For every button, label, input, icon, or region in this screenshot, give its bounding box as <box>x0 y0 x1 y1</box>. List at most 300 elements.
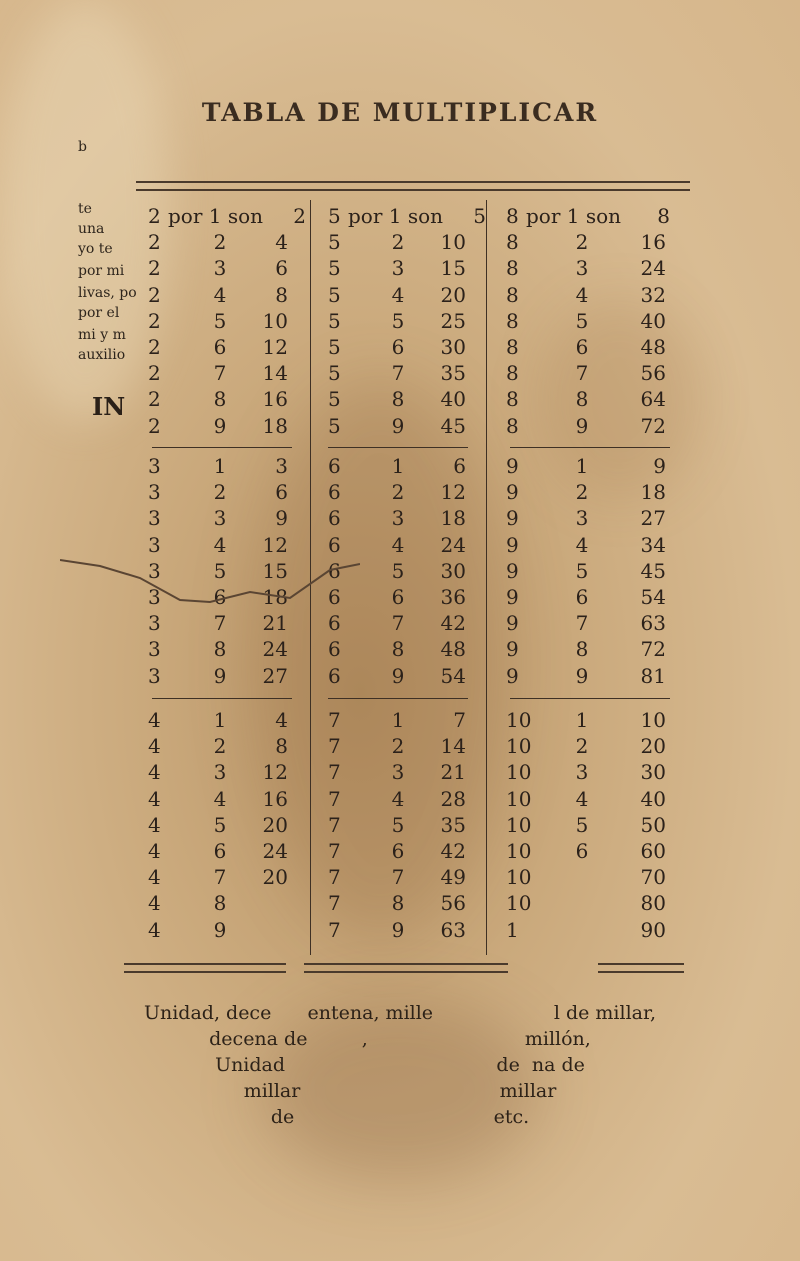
multiplicand-cell: 10 <box>506 734 532 759</box>
table-row <box>328 813 498 837</box>
multiplicand-cell: 9 <box>506 558 519 583</box>
multiplicand-cell: 9 <box>506 663 519 688</box>
multiplicand-cell: 6 <box>328 585 341 609</box>
multiplier-cell: 3 <box>391 256 405 281</box>
multiplicand-cell: 5 <box>328 361 341 386</box>
fragment-line: b <box>78 139 87 155</box>
product-cell: 24 <box>262 839 288 863</box>
product-cell: 12 <box>262 335 288 359</box>
table-row <box>328 664 498 688</box>
multiplicand-cell: 2 <box>148 282 161 307</box>
table-row <box>328 585 498 609</box>
multiplier-cell: 6 <box>575 335 589 359</box>
block-separator <box>152 447 292 448</box>
product-cell: 12 <box>262 760 288 785</box>
multiplier-cell: 8 <box>575 637 589 662</box>
table-row <box>328 480 498 504</box>
multiplicand-cell: 8 <box>506 361 519 386</box>
table-row <box>148 506 318 530</box>
product-cell: 4 <box>275 708 288 732</box>
multiplier-cell: 9 <box>575 663 589 688</box>
multiplier-cell: 4 <box>391 282 405 307</box>
multiplier-cell: 9 <box>213 663 227 688</box>
multiplier-cell: 4 <box>575 786 589 811</box>
bottom-double-rule <box>304 963 508 973</box>
torn-fragment-heading: IN <box>92 392 126 421</box>
product-cell: 60 <box>640 839 666 863</box>
table-row <box>506 708 676 732</box>
multiplier-cell: 8 <box>213 891 227 916</box>
product-cell: 40 <box>440 387 466 412</box>
table-row <box>506 559 676 583</box>
product-cell: 56 <box>640 361 666 386</box>
table-row <box>328 918 498 942</box>
table-row <box>506 664 676 688</box>
multiplier-cell: 5 <box>391 558 405 583</box>
header-phrase: por 1 son <box>526 204 622 228</box>
multiplier-cell: 6 <box>575 585 589 609</box>
product-cell: 6 <box>275 480 288 505</box>
multiplicand-cell: 10 <box>506 760 532 785</box>
multiplier-cell: 1 <box>391 708 405 732</box>
multiplicand-cell: 7 <box>328 917 341 942</box>
multiplicand-cell: 3 <box>148 506 161 531</box>
multiplier-cell: 3 <box>213 760 227 785</box>
product-cell: 30 <box>640 760 666 785</box>
table-row <box>506 387 676 411</box>
product-cell: 28 <box>440 786 466 811</box>
multiplier-cell: 7 <box>213 611 227 636</box>
product-cell: 32 <box>640 282 666 307</box>
multiplicand-cell: 10 <box>506 839 532 863</box>
table-row <box>328 559 498 583</box>
table-row <box>148 760 318 784</box>
multiplicand-cell: 7 <box>328 760 341 785</box>
multiplicand-cell: 9 <box>506 480 519 505</box>
multiplicand-cell: 3 <box>148 611 161 636</box>
multiplier-cell: 4 <box>213 282 227 307</box>
multiplier-cell: 2 <box>213 480 227 505</box>
product-cell: 12 <box>262 532 288 557</box>
table-row <box>506 865 676 889</box>
multiplicand-cell: 8 <box>506 282 519 307</box>
table-row <box>506 283 676 307</box>
multiplicand-cell: 8 <box>506 256 519 281</box>
multiplicand-cell: 3 <box>148 532 161 557</box>
table-row <box>148 283 318 307</box>
multiplicand-cell: 8 <box>506 204 519 228</box>
product-cell: 10 <box>262 308 288 333</box>
table-row <box>506 480 676 504</box>
product-cell: 18 <box>440 506 466 531</box>
multiplier-cell: 9 <box>391 663 405 688</box>
multiplier-cell: 2 <box>575 480 589 505</box>
fragment-line: yo te <box>78 241 113 257</box>
multiplier-cell: 2 <box>575 230 589 255</box>
multiplicand-cell: 6 <box>328 454 341 478</box>
multiplicand-cell: 5 <box>328 308 341 333</box>
multiplier-cell: 3 <box>575 760 589 785</box>
table-row <box>328 637 498 661</box>
product-cell: 50 <box>640 812 666 837</box>
product-cell: 48 <box>640 335 666 359</box>
multiplicand-cell: 7 <box>328 708 341 732</box>
table-row <box>148 454 318 478</box>
product-cell: 6 <box>453 454 466 478</box>
multiplicand-cell: 8 <box>506 387 519 412</box>
multiplier-cell: 5 <box>575 558 589 583</box>
multiplicand-cell: 9 <box>506 532 519 557</box>
table-row <box>148 309 318 333</box>
multiplicand-cell: 7 <box>328 865 341 890</box>
multiplicand-cell: 9 <box>506 454 519 478</box>
multiplier-cell: 3 <box>213 506 227 531</box>
multiplicand-cell: 3 <box>148 637 161 662</box>
multiplier-cell: 4 <box>213 532 227 557</box>
product-cell: 48 <box>440 637 466 662</box>
fragment-line: mi y m <box>78 327 126 343</box>
multiplicand-cell: 9 <box>506 611 519 636</box>
multiplicand-cell: 3 <box>148 480 161 505</box>
table-row <box>328 708 498 732</box>
multiplicand-cell: 1 <box>506 917 519 942</box>
product-cell: 14 <box>440 734 466 759</box>
product-cell: 14 <box>262 361 288 386</box>
header-phrase: por 1 son <box>168 204 264 228</box>
product-cell: 64 <box>640 387 666 412</box>
multiplicand-cell: 10 <box>506 891 532 916</box>
multiplier-cell: 9 <box>213 413 227 438</box>
table-row <box>506 361 676 385</box>
multiplier-cell: 6 <box>575 839 589 863</box>
product-cell: 35 <box>440 361 466 386</box>
multiplier-cell: 2 <box>213 230 227 255</box>
table-row <box>506 813 676 837</box>
product-cell: 15 <box>262 558 288 583</box>
multiplier-cell: 3 <box>391 506 405 531</box>
multiplicand-cell: 4 <box>148 734 161 759</box>
multiplicand-cell: 4 <box>148 865 161 890</box>
table-row <box>148 361 318 385</box>
multiplicand-cell: 3 <box>148 454 161 478</box>
multiplier-cell: 5 <box>213 812 227 837</box>
block-separator <box>510 447 670 448</box>
fragment-line: una <box>78 221 105 237</box>
multiplicand-cell: 6 <box>328 532 341 557</box>
multiplicand-cell: 2 <box>148 361 161 386</box>
multiplier-cell: 9 <box>575 413 589 438</box>
multiplier-cell: 7 <box>575 361 589 386</box>
product-cell: 56 <box>440 891 466 916</box>
footer-line: decena de , millón, <box>209 1028 591 1050</box>
multiplicand-cell: 6 <box>328 558 341 583</box>
product-cell: 16 <box>262 786 288 811</box>
product-cell: 54 <box>440 663 466 688</box>
multiplicand-cell: 2 <box>148 230 161 255</box>
product-cell: 42 <box>440 839 466 863</box>
bottom-double-rule <box>598 963 684 973</box>
table-row <box>148 734 318 758</box>
table-row <box>148 865 318 889</box>
product-cell: 2 <box>293 204 306 228</box>
multiplier-cell: 5 <box>213 558 227 583</box>
table-row <box>328 309 498 333</box>
block-separator <box>510 698 670 699</box>
multiplicand-cell: 10 <box>506 865 532 890</box>
multiplicand-cell: 5 <box>328 204 341 228</box>
multiplier-cell: 2 <box>575 734 589 759</box>
table-row <box>148 787 318 811</box>
product-cell: 20 <box>262 812 288 837</box>
multiplicand-cell: 2 <box>148 204 161 228</box>
multiplicand-cell: 6 <box>328 611 341 636</box>
table-row <box>506 585 676 609</box>
multiplier-cell: 7 <box>391 865 405 890</box>
product-cell: 8 <box>275 734 288 759</box>
multiplier-cell: 3 <box>391 760 405 785</box>
product-cell: 16 <box>262 387 288 412</box>
multiplicand-cell: 2 <box>148 413 161 438</box>
multiplier-cell: 1 <box>213 708 227 732</box>
multiplier-cell: 3 <box>575 256 589 281</box>
table-row <box>328 454 498 478</box>
multiplier-cell: 4 <box>575 282 589 307</box>
multiplicand-cell: 4 <box>148 786 161 811</box>
product-cell: 8 <box>275 282 288 307</box>
table-row <box>506 918 676 942</box>
multiplicand-cell: 10 <box>506 708 532 732</box>
multiplicand-cell: 7 <box>328 734 341 759</box>
table-row <box>328 204 498 228</box>
block-separator <box>328 447 468 448</box>
multiplier-cell: 1 <box>575 454 589 478</box>
multiplier-cell: 5 <box>391 308 405 333</box>
table-row <box>328 891 498 915</box>
multiplicand-cell: 10 <box>506 812 532 837</box>
product-cell: 72 <box>640 637 666 662</box>
multiplicand-cell: 10 <box>506 786 532 811</box>
table-row <box>328 533 498 557</box>
product-cell: 45 <box>440 413 466 438</box>
multiplicand-cell: 8 <box>506 230 519 255</box>
multiplicand-cell: 4 <box>148 839 161 863</box>
table-row <box>148 335 318 359</box>
product-cell: 16 <box>640 230 666 255</box>
fragment-line: por mi <box>78 263 125 279</box>
product-cell: 30 <box>440 335 466 359</box>
product-cell: 24 <box>640 256 666 281</box>
product-cell: 45 <box>640 558 666 583</box>
fragment-line: por el <box>78 305 120 321</box>
footer-line: Unidad de na de <box>215 1054 585 1076</box>
multiplier-cell: 4 <box>213 786 227 811</box>
product-cell: 20 <box>262 865 288 890</box>
multiplicand-cell: 5 <box>328 335 341 359</box>
table-row <box>328 611 498 635</box>
multiplier-cell: 6 <box>213 335 227 359</box>
table-row <box>328 787 498 811</box>
multiplicand-cell: 8 <box>506 413 519 438</box>
multiplicand-cell: 2 <box>148 256 161 281</box>
multiplier-cell: 7 <box>391 361 405 386</box>
product-cell: 20 <box>440 282 466 307</box>
table-row <box>148 708 318 732</box>
product-cell: 12 <box>440 480 466 505</box>
product-cell: 27 <box>640 506 666 531</box>
product-cell: 8 <box>657 204 670 228</box>
product-cell: 30 <box>440 558 466 583</box>
multiplier-cell: 7 <box>575 611 589 636</box>
multiplicand-cell: 7 <box>328 891 341 916</box>
page-title: TABLA DE MULTIPLICAR <box>201 98 599 127</box>
multiplier-cell: 8 <box>391 637 405 662</box>
fragment-line: te <box>78 201 92 217</box>
product-cell: 80 <box>640 891 666 916</box>
product-cell: 34 <box>640 532 666 557</box>
product-cell: 42 <box>440 611 466 636</box>
product-cell: 40 <box>640 308 666 333</box>
table-row <box>148 256 318 280</box>
table-row <box>328 865 498 889</box>
table-row <box>506 230 676 254</box>
table-row <box>148 637 318 661</box>
table-row <box>328 387 498 411</box>
multiplicand-cell: 6 <box>328 637 341 662</box>
multiplier-cell: 6 <box>391 839 405 863</box>
multiplicand-cell: 2 <box>148 387 161 412</box>
table-row <box>506 637 676 661</box>
multiplier-cell: 6 <box>391 585 405 609</box>
table-row <box>148 611 318 635</box>
multiplier-cell: 8 <box>213 637 227 662</box>
multiplicand-cell: 4 <box>148 917 161 942</box>
multiplier-cell: 2 <box>391 734 405 759</box>
table-row <box>328 361 498 385</box>
product-cell: 9 <box>275 506 288 531</box>
bottom-double-rule <box>124 963 286 973</box>
multiplier-cell: 3 <box>575 506 589 531</box>
table-row <box>148 839 318 863</box>
multiplier-cell: 2 <box>213 734 227 759</box>
multiplier-cell: 1 <box>575 708 589 732</box>
multiplicand-cell: 5 <box>328 282 341 307</box>
multiplicand-cell: 9 <box>506 506 519 531</box>
product-cell: 18 <box>640 480 666 505</box>
product-cell: 36 <box>440 585 466 609</box>
multiplicand-cell: 4 <box>148 812 161 837</box>
product-cell: 3 <box>275 454 288 478</box>
table-row <box>506 454 676 478</box>
product-cell: 90 <box>640 917 666 942</box>
multiplicand-cell: 4 <box>148 760 161 785</box>
multiplicand-cell: 6 <box>328 506 341 531</box>
multiplicand-cell: 3 <box>148 585 161 609</box>
table-row <box>506 309 676 333</box>
multiplier-cell: 4 <box>575 532 589 557</box>
product-cell: 63 <box>440 917 466 942</box>
product-cell: 63 <box>640 611 666 636</box>
header-phrase: por 1 son <box>348 204 444 228</box>
multiplicand-cell: 7 <box>328 812 341 837</box>
table-row <box>148 891 318 915</box>
product-cell: 9 <box>653 454 666 478</box>
multiplier-cell: 6 <box>213 585 227 609</box>
product-cell: 35 <box>440 812 466 837</box>
multiplier-cell: 2 <box>391 480 405 505</box>
product-cell: 18 <box>262 413 288 438</box>
table-row <box>506 335 676 359</box>
multiplicand-cell: 8 <box>506 308 519 333</box>
multiplicand-cell: 5 <box>328 230 341 255</box>
table-row <box>148 414 318 438</box>
multiplicand-cell: 6 <box>328 480 341 505</box>
multiplier-cell: 5 <box>575 812 589 837</box>
table-row <box>148 559 318 583</box>
multiplicand-cell: 7 <box>328 839 341 863</box>
product-cell: 6 <box>275 256 288 281</box>
table-row <box>148 387 318 411</box>
product-cell: 10 <box>640 708 666 732</box>
block-separator <box>328 698 468 699</box>
multiplier-cell: 9 <box>391 413 405 438</box>
table-row <box>328 256 498 280</box>
multiplier-cell: 7 <box>213 865 227 890</box>
multiplicand-cell: 2 <box>148 335 161 359</box>
table-row <box>506 204 676 228</box>
multiplier-cell: 7 <box>213 361 227 386</box>
product-cell: 70 <box>640 865 666 890</box>
multiplier-cell: 5 <box>575 308 589 333</box>
multiplicand-cell: 9 <box>506 637 519 662</box>
product-cell: 4 <box>275 230 288 255</box>
multiplicand-cell: 4 <box>148 708 161 732</box>
multiplier-cell: 8 <box>575 387 589 412</box>
footer-line: millar millar <box>243 1080 557 1102</box>
multiplier-cell: 1 <box>213 454 227 478</box>
multiplier-cell: 4 <box>391 532 405 557</box>
multiplier-cell: 4 <box>391 786 405 811</box>
product-cell: 24 <box>262 637 288 662</box>
table-row <box>148 230 318 254</box>
product-cell: 49 <box>440 865 466 890</box>
product-cell: 81 <box>640 663 666 688</box>
product-cell: 24 <box>440 532 466 557</box>
multiplier-cell: 7 <box>391 611 405 636</box>
table-row <box>148 204 318 228</box>
multiplicand-cell: 3 <box>148 558 161 583</box>
table-row <box>506 506 676 530</box>
multiplier-cell: 5 <box>391 812 405 837</box>
multiplier-cell: 5 <box>213 308 227 333</box>
table-row <box>328 734 498 758</box>
product-cell: 25 <box>440 308 466 333</box>
table-row <box>328 760 498 784</box>
table-row <box>506 414 676 438</box>
multiplier-cell: 1 <box>391 454 405 478</box>
table-row <box>328 414 498 438</box>
table-row <box>328 839 498 863</box>
product-cell: 72 <box>640 413 666 438</box>
product-cell: 10 <box>440 230 466 255</box>
table-row <box>148 585 318 609</box>
table-row <box>328 335 498 359</box>
table-row <box>148 533 318 557</box>
multiplier-cell: 8 <box>213 387 227 412</box>
multiplier-cell: 2 <box>391 230 405 255</box>
product-cell: 5 <box>473 204 486 228</box>
table-row <box>506 760 676 784</box>
multiplier-cell: 6 <box>213 839 227 863</box>
